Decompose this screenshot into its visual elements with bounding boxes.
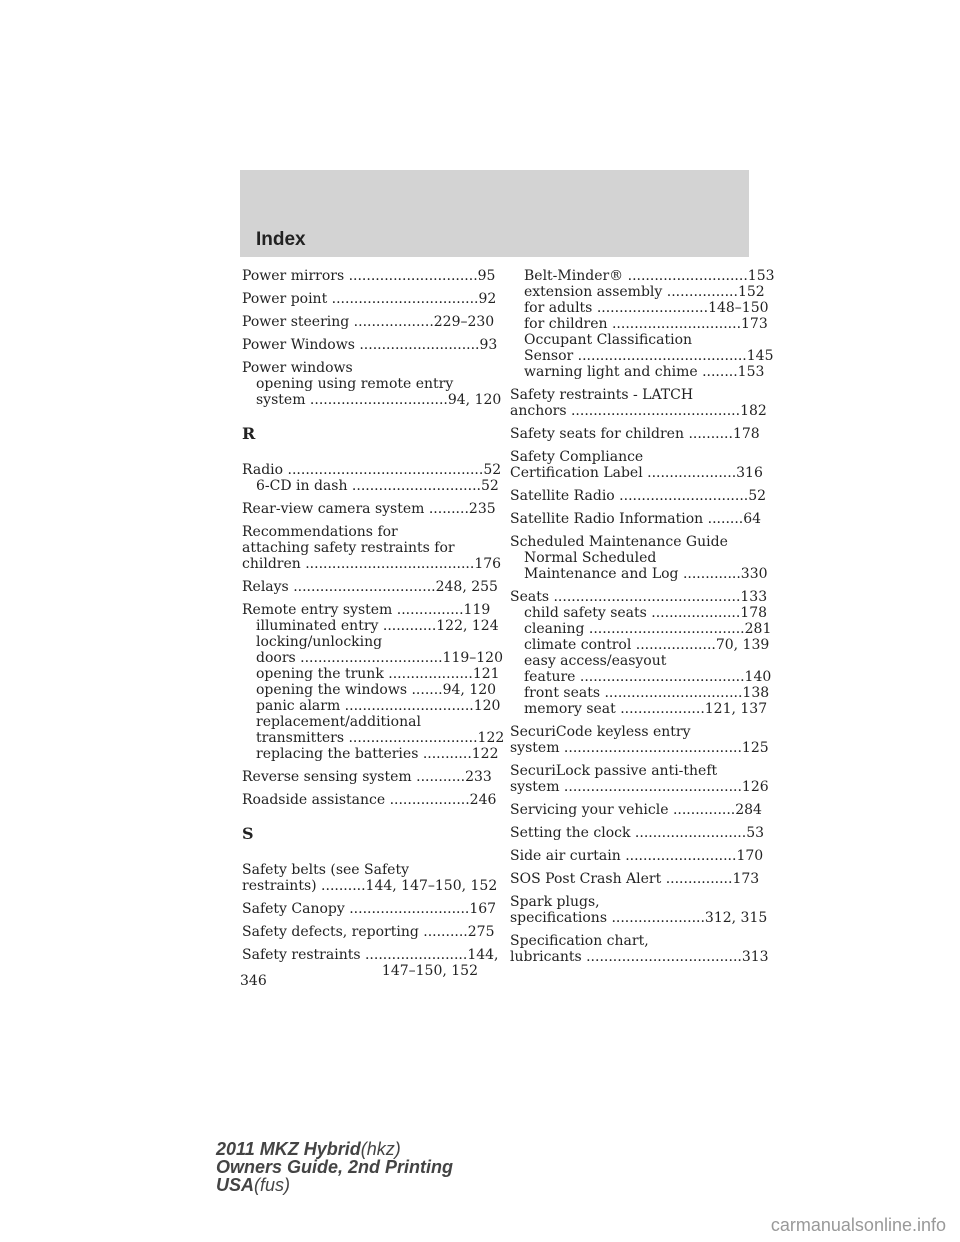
index-subentry-line: 6-CD in dash .............................52 <box>256 478 499 494</box>
index-entry-line: Power mirrors .............................95 <box>242 268 496 284</box>
index-subentry-line: child safety seats ....................178 <box>524 605 768 621</box>
section-header-band <box>240 170 749 257</box>
index-subentry-line: Maintenance and Log .............330 <box>524 566 768 582</box>
index-entry <box>242 579 498 595</box>
index-entry-line: Specification chart, <box>510 933 649 949</box>
index-entry-line: SecuriLock passive anti-theft <box>510 763 718 779</box>
index-entry-line: Seats ..........................................133 <box>510 589 768 605</box>
index-entry-line: system ........................................125 <box>510 740 769 756</box>
index-entry-line: Relays ................................248, 255 <box>242 579 498 595</box>
index-entry-line: Roadside assistance ..................246 <box>242 792 497 808</box>
index-entry-line: lubricants ...................................313 <box>510 949 769 965</box>
index-entry-line: Rear-view camera system .........235 <box>242 501 496 517</box>
index-entry-line: Safety Canopy ...........................167 <box>242 901 497 917</box>
index-entry-line: Safety Compliance <box>510 449 644 465</box>
index-subentry-line: replacement/additional <box>256 714 421 730</box>
index-entry-line: Spark plugs, <box>510 894 600 910</box>
index-entry-line: Recommendations for <box>242 524 398 540</box>
index-subentry-line: doors ................................119–120 <box>256 650 503 666</box>
index-subentry-line: opening using remote entry <box>256 376 454 392</box>
index-entry-line: Remote entry system ...............119 <box>242 602 491 618</box>
index-entry-line: Safety restraints .......................144, <box>242 947 499 963</box>
index-entry <box>510 871 760 887</box>
index-letter-heading: R <box>242 424 256 443</box>
index-subentry-line: memory seat ...................121, 137 <box>524 701 768 717</box>
index-entry-line: Safety belts (see Safety <box>242 862 409 878</box>
index-subentry-line: Belt-Minder® ...........................153 <box>524 268 775 284</box>
index-entry <box>510 449 763 481</box>
index-subentry-line: for children .............................173 <box>524 316 768 332</box>
index-entry <box>242 268 496 284</box>
index-entry <box>510 724 769 756</box>
index-entry <box>510 426 760 442</box>
index-entry-line: Satellite Radio .............................52 <box>510 488 767 504</box>
footer-market-code: (fus) <box>254 1175 291 1195</box>
footer-publication-info <box>216 1140 453 1194</box>
index-entry <box>510 894 768 926</box>
index-subentry-line: replacing the batteries ...........122 <box>256 746 499 762</box>
index-letter-heading: S <box>242 824 254 843</box>
index-entry <box>242 792 497 808</box>
index-entry-line: specifications .....................312, 315 <box>510 910 768 926</box>
index-entry-line: Safety restraints - LATCH <box>510 387 694 403</box>
footer-model-code: (hkz) <box>360 1139 401 1159</box>
index-entry-line: Servicing your vehicle ..............284 <box>510 802 762 818</box>
footer-guide: Owners Guide, 2nd Printing <box>216 1157 454 1177</box>
index-subentry-line: transmitters .............................122 <box>256 730 505 746</box>
index-entry-line: Radio ............................................52 <box>242 462 502 478</box>
index-entry <box>510 511 762 527</box>
index-entry <box>510 488 767 504</box>
index-entry <box>510 933 769 965</box>
index-subentry-line: climate control ..................70, 139 <box>524 637 770 653</box>
index-entry-line: restraints) ..........144, 147–150, 152 <box>242 878 498 894</box>
index-subentry-line: Occupant Classification <box>524 332 693 348</box>
index-entry-continuation: 147–150, 152 <box>381 963 478 979</box>
index-subentry-line: Sensor ......................................145 <box>524 348 774 364</box>
index-entry-line: anchors ......................................182 <box>510 403 767 419</box>
index-entry <box>242 524 502 572</box>
index-subentry-line: opening the trunk ...................121 <box>256 666 500 682</box>
index-entry <box>242 924 495 940</box>
index-entry <box>242 769 492 785</box>
index-subentry-line: illuminated entry ............122, 124 <box>256 618 499 634</box>
watermark: carmanualsonline.info <box>770 1215 946 1235</box>
index-subentry-line: feature .....................................140 <box>524 669 772 685</box>
index-subentry-line: front seats ...............................138 <box>524 685 770 701</box>
index-entry-line: SOS Post Crash Alert ...............173 <box>510 871 760 887</box>
index-subentry-line: Normal Scheduled <box>524 550 657 566</box>
index-subentry-line: system ...............................94, 120 <box>256 392 502 408</box>
index-column-left <box>242 268 505 986</box>
index-entry <box>242 337 498 353</box>
index-entry <box>510 387 767 419</box>
index-entry <box>510 802 762 818</box>
index-entry <box>242 862 498 894</box>
index-subentry-line: easy access/easyout <box>524 653 667 669</box>
index-entry <box>242 462 502 494</box>
index-entry <box>242 291 497 307</box>
index-entry-line: Power steering ..................229–230 <box>242 314 495 330</box>
index-entry-line: children ......................................176 <box>242 556 502 572</box>
index-entry-line: Certification Label ....................316 <box>510 465 763 481</box>
index-subentry-line: for adults .........................148–150 <box>524 300 769 316</box>
index-entry <box>510 825 765 841</box>
index-entry-line: Power windows <box>242 360 353 376</box>
footer-model: 2011 MKZ Hybrid <box>216 1139 361 1159</box>
page-number: 346 <box>240 973 267 989</box>
index-entry-line: Satellite Radio Information ........64 <box>510 511 762 527</box>
index-entry-line: attaching safety restraints for <box>242 540 455 556</box>
index-subentry-line: warning light and chime ........153 <box>524 364 765 380</box>
section-title: Index <box>256 229 306 250</box>
index-entry <box>510 534 768 582</box>
index-entry-line: Safety defects, reporting ..........275 <box>242 924 495 940</box>
index-entry-line: Scheduled Maintenance Guide <box>510 534 728 550</box>
index-entry-line: Side air curtain .........................170 <box>510 848 764 864</box>
index-subentry-line: extension assembly ................152 <box>524 284 765 300</box>
index-entry-line: Reverse sensing system ...........233 <box>242 769 492 785</box>
index-subentry-line: cleaning ...................................281 <box>524 621 772 637</box>
index-entry <box>242 901 497 917</box>
index-entry <box>510 589 772 717</box>
index-entry <box>242 360 502 408</box>
index-entry-line: system ........................................126 <box>510 779 769 795</box>
index-subentry-line: panic alarm .............................120 <box>256 698 501 714</box>
index-entry <box>242 314 495 330</box>
index-entry-line: Safety seats for children ..........178 <box>510 426 760 442</box>
index-entry <box>510 848 764 864</box>
index-entry <box>510 763 769 795</box>
index-entry-line: Power point .................................92 <box>242 291 497 307</box>
index-subentry-line: opening the windows .......94, 120 <box>256 682 497 698</box>
index-subentry-line: locking/unlocking <box>256 634 383 650</box>
index-column-right <box>510 268 775 972</box>
index-entry <box>510 268 775 380</box>
index-entry <box>242 501 496 517</box>
index-entry-line: SecuriCode keyless entry <box>510 724 691 740</box>
index-entry-line: Setting the clock .........................53 <box>510 825 765 841</box>
index-entry <box>242 947 499 979</box>
index-entry <box>242 602 505 762</box>
index-entry-line: Power Windows ...........................93 <box>242 337 498 353</box>
footer-market: USA <box>216 1175 255 1195</box>
